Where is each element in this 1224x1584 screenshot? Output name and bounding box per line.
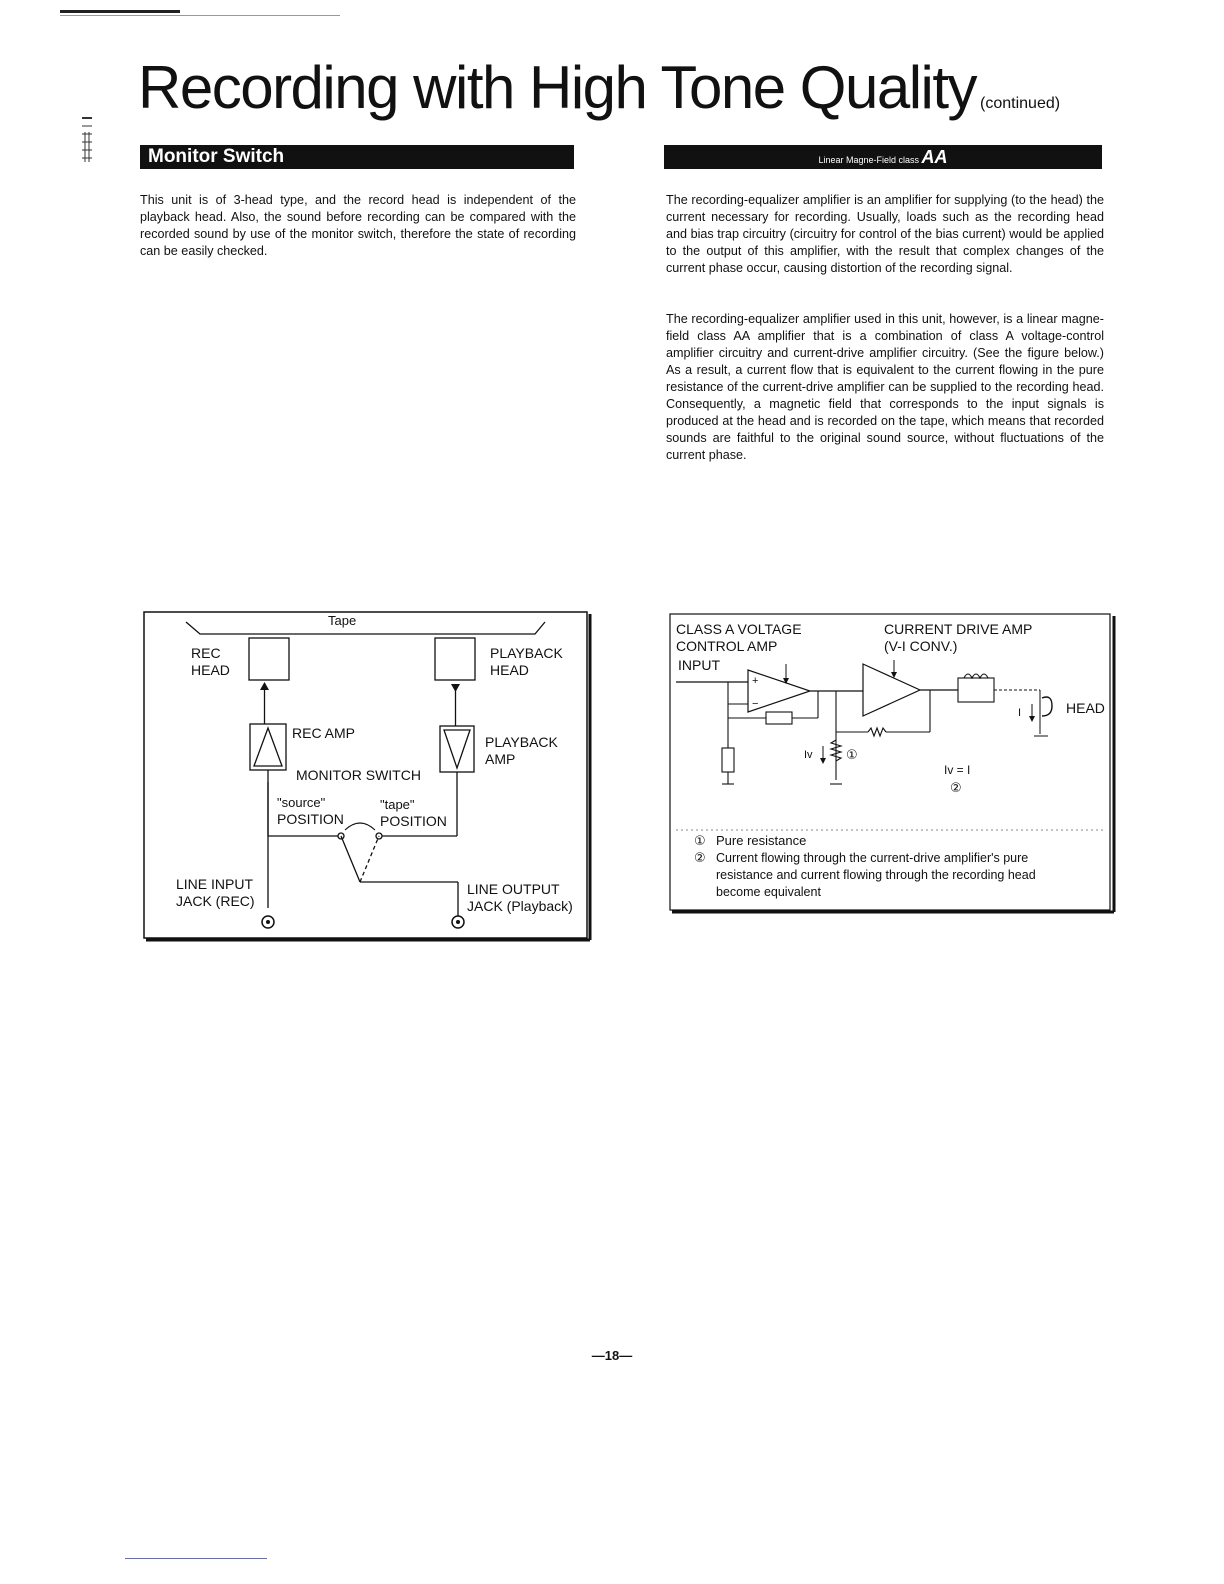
legend-1-text: Pure resistance [716, 833, 807, 848]
iv-label: Iv [804, 749, 813, 761]
bias-trap [958, 678, 994, 702]
tape-switch-label: "tape" [380, 797, 415, 812]
rec-amp-label: REC AMP [292, 725, 356, 741]
rec-head-arrow [260, 682, 269, 690]
rec-head-label-2: HEAD [191, 662, 230, 678]
marker-2: ② [950, 780, 962, 795]
line-input-label-2: JACK (REC) [176, 893, 255, 909]
rec-head-box [249, 638, 289, 680]
current-drive-amp-triangle [863, 664, 920, 716]
head-coil-icon [1042, 697, 1052, 716]
line-output-label-2: JACK (Playback) [467, 898, 573, 914]
opamp-plus: + [752, 675, 759, 687]
top-rule [60, 10, 180, 13]
tape-position-label: POSITION [380, 813, 447, 829]
legend-2-mark: ② [694, 850, 706, 865]
binding-marks [80, 112, 94, 172]
tape-label: Tape [328, 613, 357, 628]
ground-resistor [722, 748, 734, 772]
switch-arm-alt [360, 836, 379, 882]
bias-trap-coil [964, 674, 988, 678]
playback-head-label-1: PLAYBACK [490, 645, 563, 661]
monitor-switch-heading [140, 145, 574, 169]
legend-2-line-1: Current flowing through the current-drive amplifier's pure [716, 851, 1029, 865]
monitor-switch-paragraph: This unit is of 3-head type, and the record head is independent of the playback head. Also, the sound before recording can be compared with the recorded sound by use of the monitor switch, therefore the state of recording can be easily checked. [140, 193, 576, 258]
iv-equals-i: Iv = I [944, 763, 971, 777]
monitor-switch-label: MONITOR SWITCH [296, 767, 421, 783]
rec-amp-triangle [254, 728, 282, 766]
playback-amp-triangle [444, 730, 470, 768]
schematic-frame [670, 614, 1110, 910]
feedback-resistor-2 [868, 728, 886, 736]
current-drive-label-2: (V-I CONV.) [884, 638, 958, 654]
rec-head-label-1: REC [191, 645, 221, 661]
page-title-suffix: (continued) [980, 95, 1061, 112]
class-a-label-1: CLASS A VOLTAGE [676, 621, 802, 637]
legend-2-line-3: become equivalent [716, 885, 821, 899]
class-aa-schematic [668, 612, 1120, 920]
head-label: HEAD [1066, 700, 1105, 716]
page-number: —18— [591, 1348, 633, 1363]
playback-amp-label-1: PLAYBACK [485, 734, 558, 750]
page-title [138, 54, 1061, 121]
opamp-minus: − [752, 698, 759, 710]
legend-1-mark: ① [694, 833, 706, 848]
marker-1: ① [846, 747, 858, 762]
monitor-switch-diagram [140, 608, 596, 948]
bottom-rule [125, 1558, 267, 1559]
head-current-label: I [1018, 707, 1022, 719]
line-output-label-1: LINE OUTPUT [467, 881, 560, 897]
feedback-resistor [766, 712, 792, 724]
class-aa-paragraph-1: The recording-equalizer amplifier is an amplifier for supplying (to the head) the current necessary for recording. Usually, loads such as the recording head and bias trap circuitry (circuitry for control of the bias current) would be applied to the output of this amplifier, with the result that complex changes of the current phase occur, causing distortion of the recording signal. [666, 193, 1104, 275]
class-aa-heading-text: Linear Magne-Field class [818, 155, 920, 165]
switch-arc [345, 823, 375, 830]
line-input-label-1: LINE INPUT [176, 876, 254, 892]
class-aa-heading [664, 145, 1102, 169]
playback-head-label-2: HEAD [490, 662, 529, 678]
tape-path [186, 622, 545, 634]
class-a-label-2: CONTROL AMP [676, 638, 778, 654]
source-label: "source" [277, 795, 326, 810]
switch-arm [341, 836, 360, 882]
page-title-text: Recording with High Tone Quality [138, 54, 977, 121]
legend-2-line-2: resistance and current flowing through the recording head [716, 868, 1036, 882]
class-aa-paragraph-2: The recording-equalizer amplifier used in this unit, however, is a linear magne-field class AA amplifier that is a combination of class A voltage-control amplifier circuitry and current-drive amplifier circuitry. (See the figure below.) As a result, a current flow that is equivalent to the current flowing in the pure resistance of the current-drive amplifier can be supplied to the recording head. Consequently, a magnetic field that corresponds to the input signals is produced at the head and is recorded on the tape, which means that recorded sounds are faithful to the original sound source, without fluctuations of the current phase. [666, 312, 1104, 462]
playback-head-box [435, 638, 475, 680]
input-label: INPUT [678, 657, 720, 673]
source-position-label: POSITION [277, 811, 344, 827]
monitor-switch-heading-text: Monitor Switch [148, 146, 285, 167]
top-rule-thin [60, 15, 340, 16]
current-drive-label-1: CURRENT DRIVE AMP [884, 621, 1033, 637]
playback-amp-label-2: AMP [485, 751, 516, 767]
class-aa-logo: AA [921, 147, 948, 167]
